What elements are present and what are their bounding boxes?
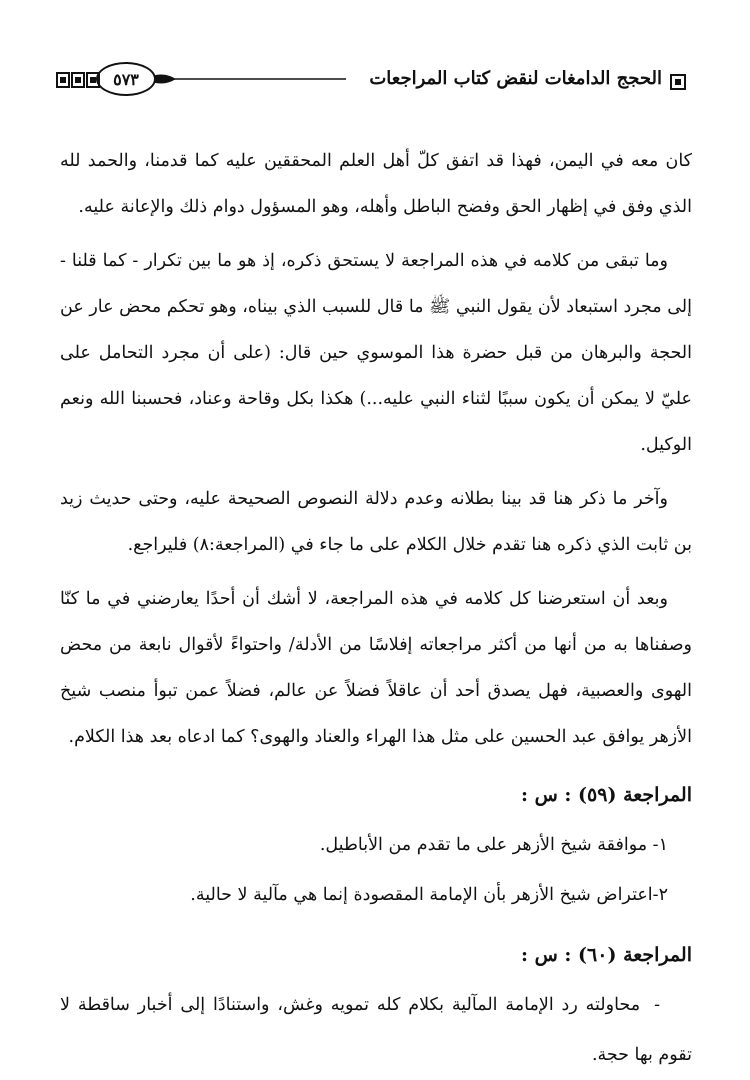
header-ornament-left-icon (56, 72, 100, 88)
section-heading: المراجعة (٥٩) : س : (520, 784, 692, 806)
header-flourish-line-icon (146, 72, 346, 86)
dash-list-item (60, 980, 692, 1080)
paragraph: وبعد أن استعرضنا كل كلامه في هذه المراجعة، لا أشك أن أحدًا يعارضني في ما كنّا وصفناها به من أنها من أكثر مراجعاته إفلاسًا من الأدلة/ واحتواءً لأقوال نابعة من محض الهوى والعصبية، فهل يصدق أحد أن عاقلاً فضلاً عن عالم، فضلاً عمن تبوأ منصب شيخ الأزهر يوافق عبد الحسين على مثل هذا الهراء والعناد والهوى؟ كما ادعاه بعد هذا الكلام. (60, 589, 692, 747)
running-header (56, 62, 686, 102)
paragraph: وآخر ما ذكر هنا قد بينا بطلانه وعدم دلالة النصوص الصحيحة عليه، وحتى حديث زيد بن ثابت الذي ذكره هنا تقدم خلال الكلام على ما جاء في (المراجعة:٨) فليراجع. (60, 489, 692, 555)
dash-item-text: محاولته رد الإمامة المآلية بكلام كله تمويه وغش، واستنادًا إلى أخبار ساقطة لا تقوم بها حجة. (60, 995, 692, 1065)
page-body (60, 138, 692, 1080)
list-item: ٢-اعتراض شيخ الأزهر بأن الإمامة المقصودة إنما هي مآلية لا حالية. (190, 885, 668, 905)
header-ornament-right-icon (670, 74, 686, 90)
paragraph: وما تبقى من كلامه في هذه المراجعة لا يستحق ذكره، إذ هو ما بين تكرار - كما قلنا - إلى مجرد استبعاد لأن يقول النبي ﷺ ما قال للسبب الذي بيناه، وهو تحكم محض عار عن الحجة والبرهان من قبل حضرة هذا الموسوي حين قال: (على أن مجرد التحامل على عليّ لا يمكن أن يكون سببًا لثناء النبي عليه...) هكذا بكل وقاحة وعناد، فحسبنا الله ونعم الوكيل. (60, 251, 692, 455)
dash-marker: - (654, 995, 660, 1015)
page-number: ٥٧٣ (96, 62, 156, 96)
list-item: ١- موافقة شيخ الأزهر على ما تقدم من الأباطيل. (319, 835, 668, 855)
paragraph: كان معه في اليمن، فهذا قد اتفق كلّ أهل العلم المحققين عليه كما قدمنا، والحمد لله الذي وفق في إظهار الحق وفضح الباطل وأهله، وهو المسؤول دوام ذلك والإعانة عليه. (60, 151, 692, 217)
header-title: الحجج الدامغات لنقض كتاب المراجعات (369, 68, 662, 89)
section-heading: المراجعة (٦٠) : س : (520, 944, 692, 966)
